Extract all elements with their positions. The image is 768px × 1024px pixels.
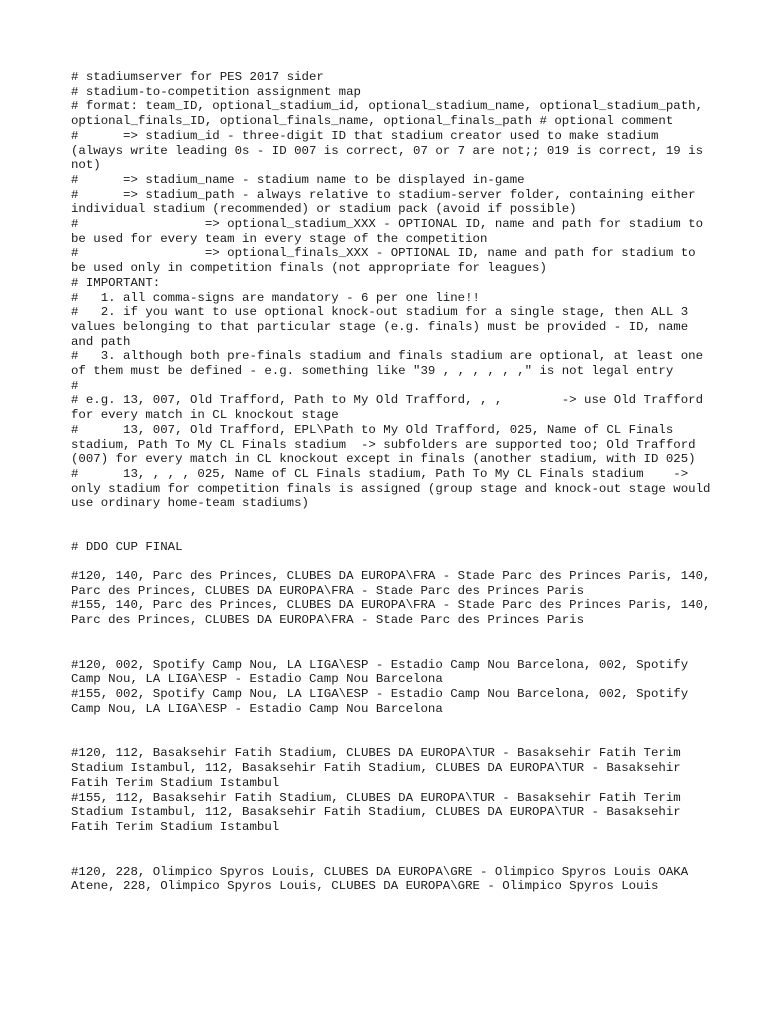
stadium-group [71,658,711,717]
comment-line: # => optional_stadium_XXX - OPTIONAL ID, name and path for stadium to be used for every team in every stage of the competition [71,217,711,246]
comment-line: # => optional_finals_XXX - OPTIONAL ID, name and path for stadium to be used only in competition finals (not appropriate for leagues) [71,246,704,276]
stadium-entry: #120, 112, Basaksehir Fatih Stadium, CLUBES DA EUROPA\TUR - Basaksehir Fatih Terim Stadium Istambul, 112, Basaksehir Fatih Stadium, CLUBES DA EUROPA\TUR - Basaksehir Fatih Terim Stadium Istambul [71,746,689,790]
stadium-entry: #120, 228, Olimpico Spyros Louis, CLUBES DA EUROPA\GRE - Olimpico Spyros Louis OAKA Atene, 228, Olimpico Spyros Louis, CLUBES DA EUROPA\GRE - Olimpico Spyros Louis [71,864,696,894]
comment-line: # 1. all comma-signs are mandatory - 6 per one line!! [71,290,480,305]
comment-line: # 13, 007, Old Trafford, EPL\Path to My Old Trafford, 025, Name of CL Finals stadium, Path To My CL Finals stadium -> subfolders are supported too; Old Trafford (007) for every match in CL knockout except in finals (another stadium, with ID 025) [71,422,704,467]
comment-line: # => stadium_path - always relative to stadium-server folder, containing either individual stadium (recommended) or stadium pack (avoid if possible) [71,187,704,217]
document-page [71,70,718,894]
comment-line: # [71,378,79,393]
comment-line: # 13, , , , 025, Name of CL Finals stadium, Path To My CL Finals stadium -> only stadium for competition finals is assigned (group stage and knock-out stage would use ordinary home-team stadiums) [71,466,718,511]
spacer [71,511,711,540]
stadium-entry: #155, 002, Spotify Camp Nou, LA LIGA\ESP - Estadio Camp Nou Barcelona, 002, Spotify Camp Nou, LA LIGA\ESP - Estadio Camp Nou Barcelona [71,687,696,716]
spacer [71,628,711,658]
section-title: # DDO CUP FINAL [71,540,183,555]
comment-line: # => stadium_id - three-digit ID that stadium creator used to make stadium (always write leading 0s - ID 007 is correct, 07 or 7 are not;; 019 is correct, 19 is not) [71,128,711,173]
stadium-entry: #155, 140, Parc des Princes, CLUBES DA EUROPA\FRA - Stade Parc des Princes Paris, 140, Parc des Princes, CLUBES DA EUROPA\FRA - Stade Parc des Princes Paris [71,598,718,627]
comment-line: # stadiumserver for PES 2017 sider [71,70,324,84]
stadium-group [71,746,711,834]
comment-line: # => stadium_name - stadium name to be displayed in-game [71,172,525,187]
spacer [71,555,711,569]
spacer [71,716,711,746]
comment-line: # e.g. 13, 007, Old Trafford, Path to My Old Trafford, , , -> use Old Trafford for every match in CL knockout stage [71,393,711,423]
comment-line: # format: team_ID, optional_stadium_id, optional_stadium_name, optional_stadium_path, optional_finals_ID, optional_finals_name, optional_finals_path # optional comment [71,99,711,129]
stadium-entry: #120, 002, Spotify Camp Nou, LA LIGA\ESP - Estadio Camp Nou Barcelona, 002, Spotify Camp Nou, LA LIGA\ESP - Estadio Camp Nou Barcelona [71,657,696,687]
stadium-group [71,568,718,628]
comment-line: # 3. although both pre-finals stadium and finals stadium are optional, at least one of them must be defined - e.g. something like "39 , , , , , ," is not legal entry [71,349,711,379]
stadium-group [71,865,711,894]
stadium-entry: #120, 140, Parc des Princes, CLUBES DA EUROPA\FRA - Stade Parc des Princes Paris, 140, Parc des Princes, CLUBES DA EUROPA\FRA - Stade Parc des Princes Paris [71,568,718,598]
comment-line: # 2. if you want to use optional knock-out stadium for a single stage, then ALL 3 values belonging to that particular stage (e.g. finals) must be provided - ID, name and path [71,305,696,349]
stadium-entry: #155, 112, Basaksehir Fatih Stadium, CLUBES DA EUROPA\TUR - Basaksehir Fatih Terim Stadium Istambul, 112, Basaksehir Fatih Stadium, CLUBES DA EUROPA\TUR - Basaksehir Fatih Terim Stadium Istambul [71,790,689,834]
spacer [71,835,711,865]
header-comments [71,70,718,511]
comment-line: # IMPORTANT: [71,275,161,290]
comment-line: # stadium-to-competition assignment map [71,84,361,99]
